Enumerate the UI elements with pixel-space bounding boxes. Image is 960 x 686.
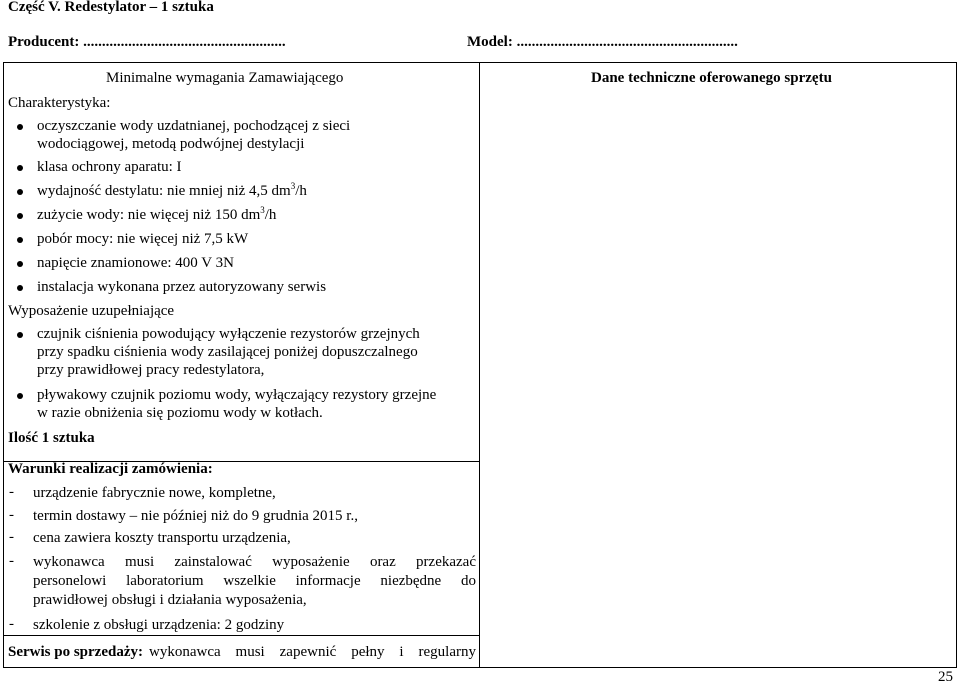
bullet-icon xyxy=(17,124,23,130)
equip-item-1a: czujnik ciśnienia powodujący wyłączenie rezystorów grzejnych xyxy=(37,326,420,342)
dash-marker: - xyxy=(9,529,14,545)
bullet-icon xyxy=(17,393,23,399)
char-item-4 xyxy=(37,206,276,224)
equip-item-2b: w razie obniżenia się poziomu wody w kotłach. xyxy=(37,405,323,421)
equipment-heading: Wyposażenie uzupełniające xyxy=(8,303,175,319)
service-label: Serwis po sprzedaży: xyxy=(8,644,143,660)
section-title: Część V. Redestylator – 1 sztuka xyxy=(8,0,214,15)
condition-item-4a: wykonawca musi zainstalować wyposażenie oraz przekazać xyxy=(33,554,476,570)
bullet-icon xyxy=(17,213,23,219)
condition-item-1: urządzenie fabrycznie nowe, kompletne, xyxy=(33,485,276,501)
characteristics-heading: Charakterystyka: xyxy=(8,95,111,111)
conditions-heading: Warunki realizacji zamówienia: xyxy=(8,461,213,477)
condition-item-4b: personelowi laboratorium wszelkie informacje niezbędne do xyxy=(33,573,476,589)
column-divider xyxy=(479,63,480,667)
bullet-icon xyxy=(17,261,23,267)
char-item-4-unit: /h xyxy=(264,207,277,223)
char-item-2: klasa ochrony aparatu: I xyxy=(37,159,182,175)
requirements-table xyxy=(3,62,957,668)
dash-marker: - xyxy=(9,553,14,569)
quantity-label: Ilość 1 sztuka xyxy=(8,430,95,446)
producer-field: Producent: ...................................................... xyxy=(8,34,286,50)
page-number: 25 xyxy=(938,669,953,685)
char-item-6: napięcie znamionowe: 400 V 3N xyxy=(37,255,234,271)
char-item-4-text: zużycie wody: nie więcej niż 150 dm xyxy=(37,207,261,223)
service-row xyxy=(8,643,476,661)
right-column-header: Dane techniczne oferowanego sprzętu xyxy=(591,70,832,86)
char-item-3-unit: /h xyxy=(295,183,307,199)
char-item-3 xyxy=(37,182,307,200)
bullet-icon xyxy=(17,189,23,195)
row-divider-2 xyxy=(4,635,479,636)
char-item-4-sup: 3 xyxy=(260,205,265,215)
dash-marker: - xyxy=(9,484,14,500)
char-item-5: pobór mocy: nie więcej niż 7,5 kW xyxy=(37,231,249,247)
bullet-icon xyxy=(17,332,23,338)
condition-item-4c: prawidłowej obsługi i działania wyposażenia, xyxy=(33,592,307,608)
condition-item-3: cena zawiera koszty transportu urządzenia, xyxy=(33,530,291,546)
bullet-icon xyxy=(17,237,23,243)
equip-item-1c: przy prawidłowej pracy redestylatora, xyxy=(37,362,265,378)
condition-item-5: szkolenie z obsługi urządzenia: 2 godziny xyxy=(33,617,285,633)
bullet-icon xyxy=(17,285,23,291)
char-item-3-text: wydajność destylatu: nie mniej niż 4,5 dm xyxy=(37,183,291,199)
condition-item-2: termin dostawy – nie później niż do 9 grudnia 2015 r., xyxy=(33,508,358,524)
bullet-icon xyxy=(17,165,23,171)
equip-item-1b: przy spadku ciśnienia wody zasilającej poniżej dopuszczalnego xyxy=(37,344,418,360)
equip-item-2a: pływakowy czujnik poziomu wody, wyłączający rezystory grzejne xyxy=(37,387,437,403)
dash-marker: - xyxy=(9,507,14,523)
char-item-1a: oczyszczanie wody uzdatnianej, pochodzącej z sieci xyxy=(37,118,351,134)
char-item-7: instalacja wykonana przez autoryzowany serwis xyxy=(37,279,327,295)
service-text: wykonawca musi zapewnić pełny i regularny xyxy=(149,644,476,660)
char-item-3-sup: 3 xyxy=(290,181,296,191)
dash-marker: - xyxy=(9,616,14,632)
model-field: Model: ........................................................... xyxy=(467,34,738,50)
left-column-header: Minimalne wymagania Zamawiającego xyxy=(106,70,344,86)
char-item-1b: wodociągowej, metodą podwójnej destylacji xyxy=(37,136,305,152)
